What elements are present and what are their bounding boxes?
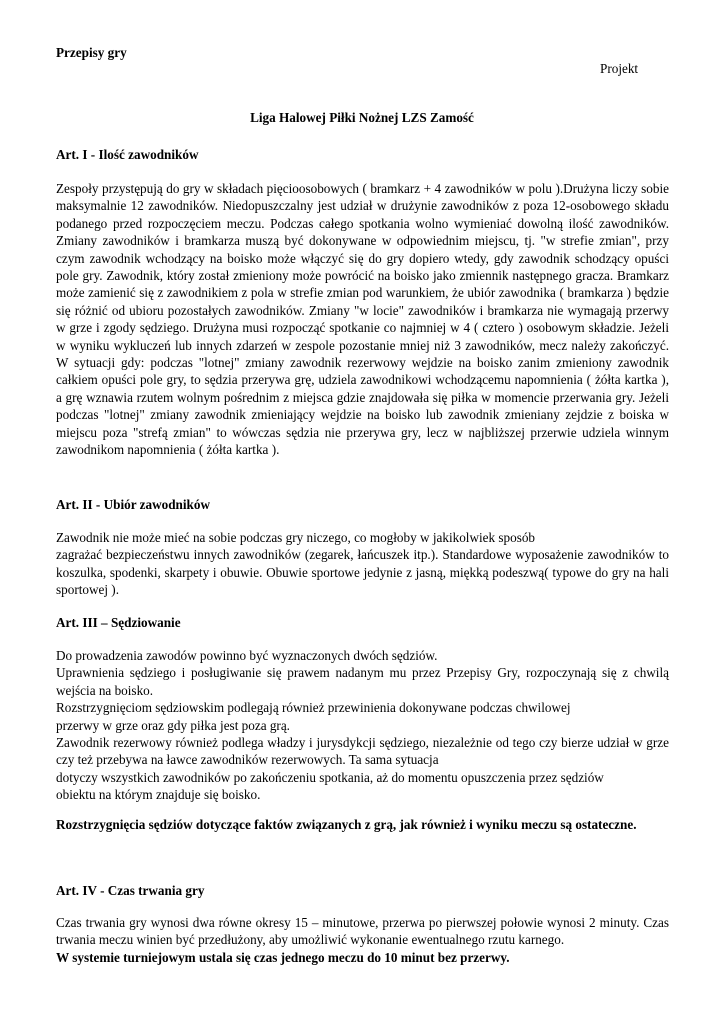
art3-heading: Art. III – Sędziowanie (56, 615, 181, 630)
art3-paragraph: Uprawnienia sędziego i posługiwanie się prawem nadanym mu przez Przepisy Gry, rozpoczynają się z chwilą wejścia na boisko. (56, 665, 669, 698)
art2-line: Zawodnik nie może mieć na sobie podczas gry niczego, co mogłoby w jakikolwiek sposób (56, 530, 536, 545)
art1-heading: Art. I - Ilość zawodników (56, 147, 199, 162)
document-title: Przepisy gry (56, 45, 127, 60)
art2-body: zagrażać bezpieczeństwu innych zawodników (zegarek, łańcuszek itp.). Standardowe wyposażenie zawodników to koszulka, spodenki, skarpety i obuwie. Obuwie sportowe jedynie z jasną, miękką podeszwą( typowe do gry na hali sportowej ). (56, 547, 669, 598)
art3-ruling-section (56, 816, 669, 833)
art3-paragraph: Zawodnik rezerwowy również podlega władzy i jurysdykcji sędziego, niezależnie od tego czy bierze udział w grze czy też przebywa na ławce zawodników rezerwowych. Ta sama sytuacja (56, 735, 669, 768)
art2-heading: Art. II - Ubiór zawodników (56, 497, 210, 512)
art2-section (56, 529, 669, 599)
art3-line: dotyczy wszystkich zawodników po zakończeniu spotkania, aż do momentu opuszczenia przez sędziów (56, 769, 604, 785)
art4-bold-line: W systemie turniejowym ustala się czas jednego meczu do 10 minut bez przerwy. (56, 949, 510, 965)
art1-body: Zespoły przystępują do gry w składach pięcioosobowych ( bramkarz + 4 zawodników w polu ).Drużyna liczy sobie maksymalnie 12 zawodników. Niedopuszczalny jest udział w drużynie zawodników z poza 12-osobowego składu podanego przed rozpoczęciem meczu. Podczas całego spotkania wolno wymieniać dowolną ilość zawodników. Zmiany zawodników i bramkarza muszą być dokonywane w odpowiednim miejscu, tj. "w strefie zmian", przy czym zawodnik wchodzący na boisko może włączyć się do gry dopiero wtedy, gdy zawodnik schodzący opuści pole gry. Zawodnik, który został zmieniony może powrócić na boisko jako zmiennik następnego gracza. Bramkarz może zamienić się z zawodnikiem z pola w strefie zmian pod warunkiem, że ubiór zawodnika ( bramkarza ) będzie się różnić od ubioru pozostałych zawodników. Zmiany "w locie" zawodników i bramkarza nie wymagają przerwy w grze i zgody sędziego. Drużyna musi rozpocząć spotkanie co najmniej w 4 ( cztero ) osobowym składzie. Jeżeli w wyniku wykluczeń lub innych zdarzeń w zespole pozostanie mniej niż 3 zawodników, mecz należy zakończyć. W sytuacji gdy: podczas "lotnej" zmiany zawodnik rezerwowy wejdzie na boisko zanim zmieniony zawodnik całkiem opuści pole gry, to sędzia przerywa grę, udziela zawodnikowi wchodzącemu napomnienia ( żółta kartka ), a grę wznawia rzutem wolnym pośrednim z miejsca gdzie znajdowała się piłka w momencie przerwania gry. Jeżeli podczas "lotnej" zmiany zawodnik zmieniający wejdzie na boisko lub zawodnik zmieniany zejdzie z boiska w miejscu poza "strefą zmian" to wówczas sędzia nie przerywa gry, lecz w najbliższej przerwie udziela winnym zawodnikom napomnienia ( żółta kartka ). (56, 181, 669, 458)
art3-line: Do prowadzenia zawodów powinno być wyznaczonych dwóch sędziów. (56, 648, 438, 663)
art4-body: Czas trwania gry wynosi dwa równe okresy 15 – minutowe, przerwa po pierwszej połowie wynosi 2 minuty. Czas trwania meczu winien być przedłużony, aby umożliwić wykonanie ewentualnego rzutu karnego. (56, 915, 669, 948)
art3-line: obiektu na którym znajduje się boisko. (56, 787, 261, 803)
art3-line: przerwy w grze oraz gdy piłka jest poza grą. (56, 717, 290, 733)
art3-ruling: Rozstrzygnięcia sędziów dotyczące faktów związanych z grą, jak również i wyniku meczu są ostateczne. (56, 817, 637, 832)
art3-section (56, 647, 669, 804)
art4-section (56, 914, 669, 966)
art1-section (56, 180, 669, 459)
project-label: Projekt (600, 61, 639, 76)
league-title: Liga Halowej Piłki Nożnej LZS Zamość (250, 110, 474, 125)
art4-heading: Art. IV - Czas trwania gry (56, 883, 205, 898)
art3-line: Rozstrzygnięciom sędziowskim podlegają również przewinienia dokonywane podczas chwilowej (56, 700, 571, 716)
